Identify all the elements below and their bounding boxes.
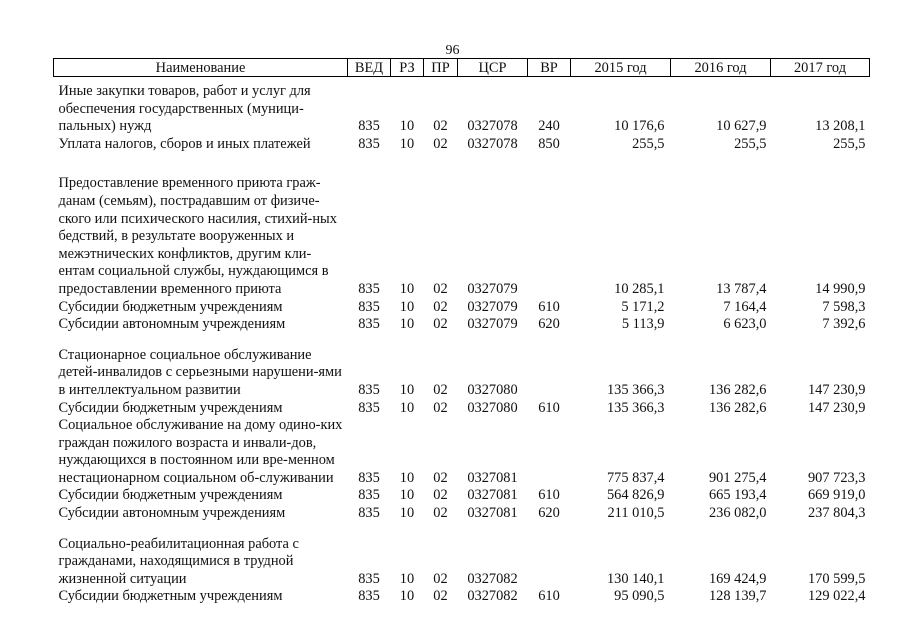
row-spacer-cell: [54, 523, 870, 536]
table-row: [54, 175, 870, 298]
cell-pr: 02: [433, 316, 448, 333]
cell-vr: 610: [538, 399, 560, 416]
cell-2015: 135 366,3: [606, 381, 665, 398]
cell-pr: 02: [433, 588, 448, 605]
cell-2016: 136 282,6: [708, 381, 767, 398]
cell-2015: 775 837,4: [606, 469, 665, 486]
table-row: [54, 400, 870, 418]
cell-vr: 850: [538, 135, 560, 152]
cell-csr: 0327082: [467, 570, 518, 587]
col-header-csr: ЦСР: [458, 59, 528, 77]
cell-2017: 907 723,3: [807, 469, 866, 486]
cell-csr: 0327078: [467, 118, 518, 135]
cell-csr: 0327079: [467, 298, 518, 315]
cell-name: Предоставление временного приюта граж-данам (семьям), пострадавшим от физиче-ского или психического насилия, стихий-ных бедствий, в результате вооруженных и межэтнических конфликтов, другим кли-ентам социальной службы, нуждающимся в предоставлении временного приюта: [58, 175, 337, 297]
cell-2016: 6 623,0: [723, 316, 767, 333]
cell-vr: [528, 347, 571, 400]
cell-rz: 10: [399, 316, 415, 333]
cell-vr: 620: [538, 316, 560, 333]
cell-pr: 02: [433, 381, 448, 398]
cell-rz: 10: [399, 588, 415, 605]
cell-pr: 02: [433, 505, 448, 522]
cell-ved: 835: [358, 135, 380, 152]
cell-name: Уплата налогов, сборов и иных платежей: [58, 135, 311, 152]
cell-rz: 10: [399, 135, 415, 152]
cell-csr: 0327080: [467, 399, 518, 416]
cell-2017: 669 919,0: [807, 487, 866, 504]
cell-name: Стационарное социальное обслуживание детей-инвалидов с серьезными нарушени-ями в интеллектуальном развитии: [58, 346, 342, 398]
table-row: [54, 487, 870, 505]
cell-name: Субсидии бюджетным учреждениям: [58, 487, 283, 504]
cell-ved: 835: [358, 505, 380, 522]
cell-2015: 135 366,3: [606, 399, 665, 416]
cell-pr: 02: [433, 487, 448, 504]
cell-ved: 835: [358, 381, 380, 398]
cell-name: Социальное обслуживание на дому одино-ких граждан пожилого возраста и инвали-дов, нуждающихся в постоянном или вре-менном нестационарном социальном об-служивании: [58, 417, 343, 486]
cell-2016: 136 282,6: [708, 399, 767, 416]
cell-ved: 835: [358, 487, 380, 504]
cell-vr: 610: [538, 588, 560, 605]
cell-ved: 835: [358, 469, 380, 486]
page-number: 96: [445, 43, 460, 58]
cell-2017: 13 208,1: [815, 118, 866, 135]
table-row: [54, 136, 870, 154]
cell-rz: 10: [399, 280, 415, 297]
cell-pr: 02: [433, 280, 448, 297]
cell-2016: 128 139,7: [708, 588, 767, 605]
row-spacer-cell: [54, 334, 870, 347]
cell-csr: 0327081: [467, 505, 518, 522]
cell-csr: 0327079: [467, 280, 518, 297]
cell-2016: 665 193,4: [708, 487, 767, 504]
cell-2016: 169 424,9: [708, 570, 767, 587]
cell-rz: 10: [399, 570, 415, 587]
cell-ved: 835: [358, 280, 380, 297]
cell-pr: 02: [433, 469, 448, 486]
col-header-ved: ВЕД: [348, 59, 391, 77]
cell-rz: 10: [399, 381, 415, 398]
cell-vr: [528, 417, 571, 487]
table-row: [54, 505, 870, 523]
cell-vr: 620: [538, 505, 560, 522]
table-row: [54, 417, 870, 487]
cell-csr: 0327079: [467, 316, 518, 333]
cell-csr: 0327081: [467, 487, 518, 504]
col-header-vr: ВР: [528, 59, 571, 77]
cell-name: Иные закупки товаров, работ и услуг для обеспечения государственных (муници-пальных) нужд: [58, 83, 311, 135]
cell-2017: 170 599,5: [807, 570, 866, 587]
cell-2017: 237 804,3: [807, 505, 866, 522]
cell-csr: 0327080: [467, 381, 518, 398]
cell-rz: 10: [399, 298, 415, 315]
cell-vr: 610: [538, 487, 560, 504]
cell-2016: 7 164,4: [723, 298, 767, 315]
cell-2016: 255,5: [734, 135, 767, 152]
col-header-2015: 2015 год: [571, 59, 671, 77]
row-spacer: [54, 334, 870, 347]
cell-2015: 5 113,9: [621, 316, 665, 333]
col-header-2016: 2016 год: [671, 59, 771, 77]
cell-ved: 835: [358, 118, 380, 135]
cell-vr: 610: [538, 298, 560, 315]
cell-2015: 10 285,1: [614, 280, 665, 297]
table-row: [54, 347, 870, 400]
cell-pr: 02: [433, 570, 448, 587]
table-body: [54, 77, 870, 607]
cell-2016: 901 275,4: [708, 469, 767, 486]
cell-2015: 10 176,6: [614, 118, 665, 135]
cell-vr: [528, 536, 571, 589]
table-row: [54, 588, 870, 606]
cell-2017: 129 022,4: [807, 588, 866, 605]
cell-2017: 14 990,9: [815, 280, 866, 297]
cell-name: Субсидии бюджетным учреждениям: [58, 298, 283, 315]
cell-vr: 240: [538, 118, 560, 135]
cell-2015: 5 171,2: [621, 298, 665, 315]
cell-2017: 7 392,6: [822, 316, 866, 333]
cell-ved: 835: [358, 316, 380, 333]
cell-name: Субсидии бюджетным учреждениям: [58, 399, 283, 416]
table-row: [54, 316, 870, 334]
col-header-2017: 2017 год: [771, 59, 870, 77]
cell-name: Субсидии автономным учреждениям: [58, 505, 286, 522]
col-header-rz: РЗ: [391, 59, 424, 77]
cell-pr: 02: [433, 298, 448, 315]
table-row: [54, 83, 870, 136]
row-spacer: [54, 523, 870, 536]
cell-vr: [528, 175, 571, 298]
cell-2017: 7 598,3: [822, 298, 866, 315]
cell-pr: 02: [433, 399, 448, 416]
header-row: [54, 59, 870, 77]
cell-name: Социально-реабилитационная работа с гражданами, находящимися в трудной жизненной ситуации: [58, 535, 299, 587]
table-row: [54, 299, 870, 317]
cell-pr: 02: [433, 118, 448, 135]
cell-rz: 10: [399, 399, 415, 416]
cell-2017: 255,5: [833, 135, 866, 152]
cell-csr: 0327081: [467, 469, 518, 486]
cell-2015: 255,5: [632, 135, 665, 152]
cell-rz: 10: [399, 118, 415, 135]
table-row: [54, 536, 870, 589]
cell-pr: 02: [433, 135, 448, 152]
row-spacer-cell: [54, 153, 870, 175]
cell-ved: 835: [358, 399, 380, 416]
cell-name: Субсидии автономным учреждениям: [58, 316, 286, 333]
cell-ved: 835: [358, 588, 380, 605]
cell-2016: 236 082,0: [708, 505, 767, 522]
cell-2016: 10 627,9: [716, 118, 767, 135]
cell-2015: 95 090,5: [614, 588, 665, 605]
row-spacer: [54, 153, 870, 175]
cell-2016: 13 787,4: [716, 280, 767, 297]
col-header-name: Наименование: [54, 59, 348, 77]
cell-rz: 10: [399, 487, 415, 504]
cell-ved: 835: [358, 298, 380, 315]
cell-name: Субсидии бюджетным учреждениям: [58, 588, 283, 605]
cell-2017: 147 230,9: [807, 399, 866, 416]
cell-ved: 835: [358, 570, 380, 587]
budget-table: [53, 58, 870, 606]
col-header-pr: ПР: [424, 59, 458, 77]
cell-rz: 10: [399, 469, 415, 486]
cell-2015: 211 010,5: [607, 505, 665, 522]
cell-rz: 10: [399, 505, 415, 522]
cell-2015: 130 140,1: [606, 570, 665, 587]
cell-2017: 147 230,9: [807, 381, 866, 398]
cell-csr: 0327082: [467, 588, 518, 605]
cell-csr: 0327078: [467, 135, 518, 152]
cell-2015: 564 826,9: [606, 487, 665, 504]
